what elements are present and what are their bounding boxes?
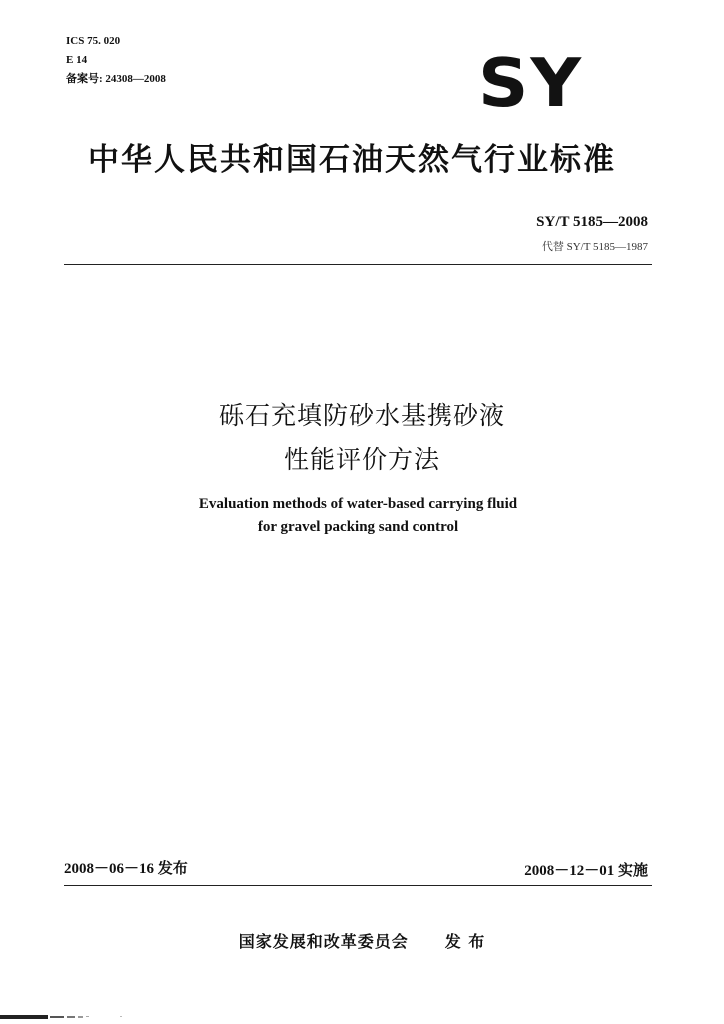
category-code: E 14 — [66, 54, 88, 66]
bottom-divider — [64, 885, 652, 886]
publish-action: 发 布 — [444, 932, 486, 951]
replaces-note: 代替 SY/T 5185—1987 — [541, 241, 648, 253]
title-english-line-1: Evaluation methods of water-based carrying fluid — [198, 496, 518, 512]
issuer-heading: 中华人民共和国石油天然气行业标准 — [88, 142, 616, 178]
publisher-name: 国家发展和改革委员会 — [238, 932, 409, 951]
issue-date: 2008－06－16 发布 — [64, 861, 188, 877]
title-chinese-line-2: 性能评价方法 — [283, 445, 440, 474]
implementation-date: 2008－12－01 实施 — [524, 863, 648, 879]
ics-code: ICS 75. 020 — [66, 35, 121, 47]
standard-number: SY/T 5185—2008 — [536, 214, 648, 230]
sy-logo: SY — [478, 44, 584, 122]
title-chinese-line-1: 砾石充填防砂水基携砂液 — [218, 401, 505, 430]
scan-artifact — [0, 1014, 130, 1020]
top-divider — [64, 264, 652, 265]
publisher-line — [0, 929, 724, 952]
title-english-line-2: for gravel packing sand control — [257, 519, 459, 535]
record-number: 备案号: 24308—2008 — [66, 73, 166, 85]
